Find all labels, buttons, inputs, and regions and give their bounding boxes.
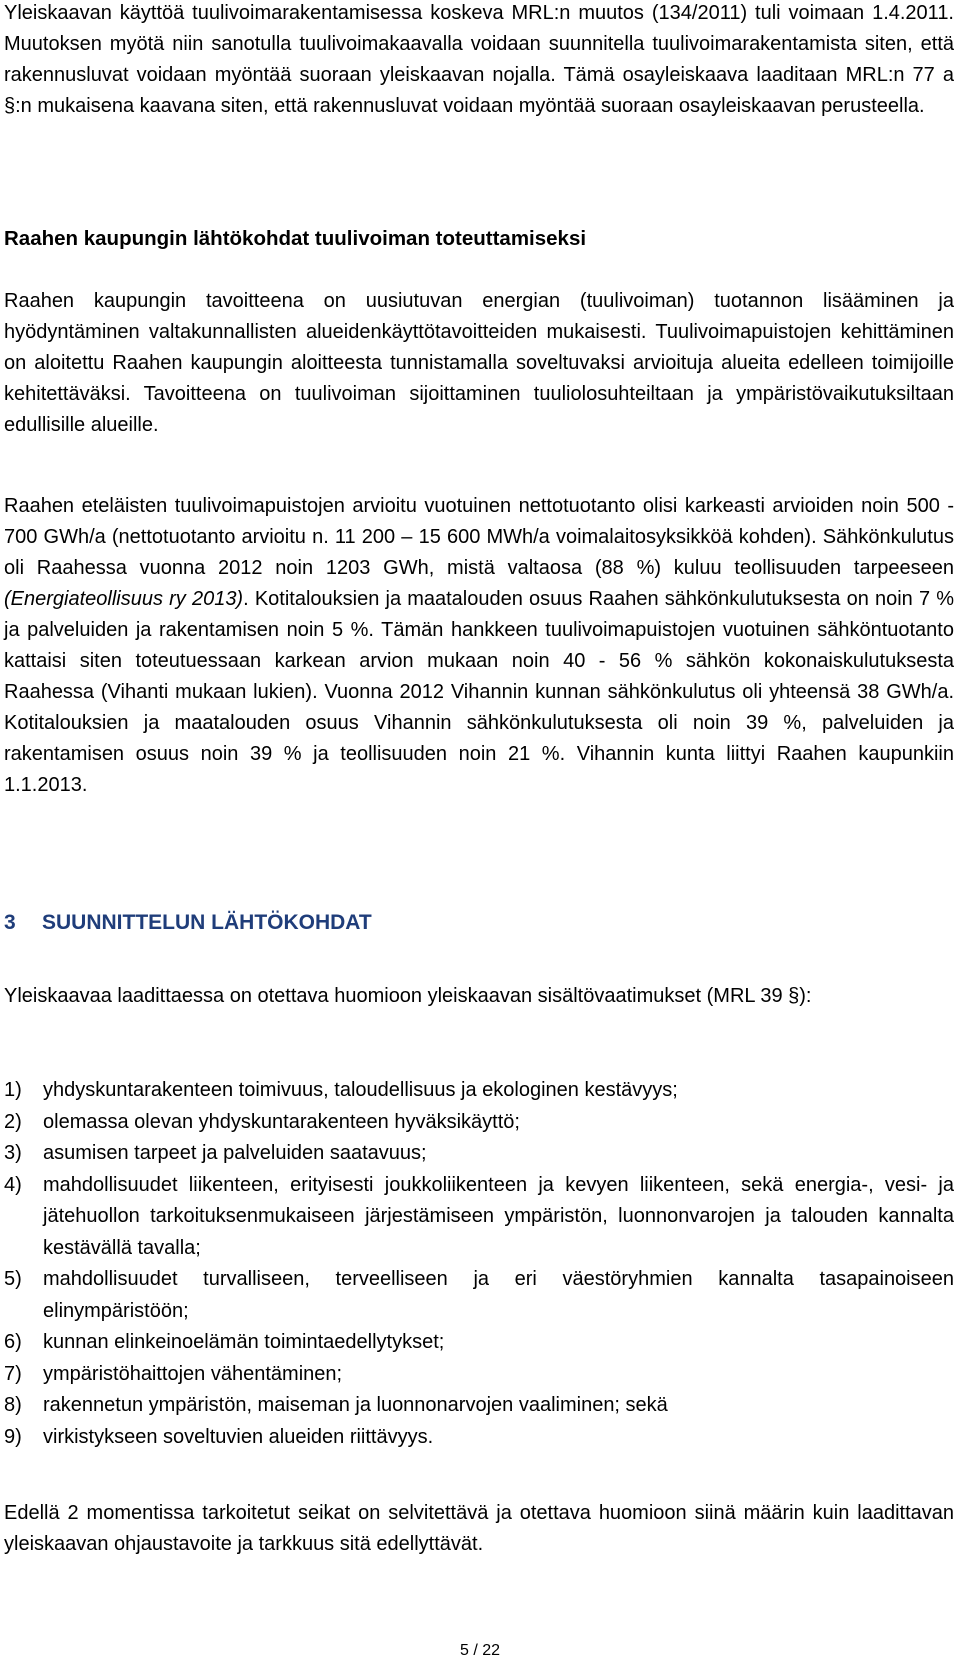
requirements-list [4,1075,954,1453]
list-item-number: 6) [4,1331,22,1353]
list-item [4,1422,954,1454]
list-item-number: 3) [4,1142,22,1164]
paragraph-requirements-intro: Yleiskaavaa laadittaessa on otettava huomioon yleiskaavan sisältövaatimukset (MRL 39 §): [4,985,812,1007]
subheading-starting-points: Raahen kaupungin lähtökohdat tuulivoiman toteuttamiseksi [4,227,587,250]
section-title: SUUNNITTELUN LÄHTÖKOHDAT [42,911,372,934]
energy-text-part-b: . Kotitalouksien ja maatalouden osuus Raahen sähkönkulutuksesta on noin 7 % ja palveluiden ja rakentamisen noin 5 %. Tämän hankkeen tuulivoimapuistojen vuotuinen sähköntuotanto kattaisi siten toteutuessaan karkean arvion mukaan noin 40 - 56 % sähkön kokonaiskulutuksesta Raahessa (Vihanti mukaan lukien). Vuonna 2012 Vihannin kunnan sähkönkulutus oli yhteensä 38 GWh/a. Kotitalouksien ja maatalouden osuus Vihannin sähkönkulutuksesta oli noin 39 %, palveluiden ja rakentamisen osuus noin 39 % ja teollisuuden noin 21 %. Vihannin kunta liittyi Raahen kaupunkiin 1.1.2013. [4,588,954,796]
energy-citation: (Energiateollisuus ry 2013) [4,588,244,610]
list-item [4,1138,954,1170]
list-item-text: virkistykseen soveltuvien alueiden riittävyys. [43,1425,434,1448]
list-item-text: rakennetun ympäristön, maiseman ja luonnonarvojen vaaliminen; sekä [43,1394,668,1416]
list-item-number: 5) [4,1268,22,1290]
paragraph-wind-power-law: Yleiskaavan käyttöä tuulivoimarakentamisessa koskeva MRL:n muutos (134/2011) tuli voimaan 1.4.2011. Muutoksen myötä niin sanotulla tuulivoimakaavalla voidaan suunnitella tuulivoimarakentamista siten, että rakennusluvat voidaan myöntää suoraan yleiskaavan nojalla. Tämä osayleiskaava laaditaan MRL:n 77 a §:n mukaisena kaavana siten, että rakennusluvat voidaan myöntää suoraan osayleiskaavan perusteella. [4,2,954,117]
paragraph-city-goals: Raahen kaupungin tavoitteena on uusiutuvan energian (tuulivoiman) tuotannon lisääminen ja hyödyntäminen valtakunnallisten alueidenkäyttötavoitteiden mukaisesti. Tuulivoimapuistojen kehittäminen on aloitettu Raahen kaupungin aloitteesta tunnistamalla soveltuvaksi arvioituja alueita edelleen toimijoille kehitettäväksi. Tavoitteena on tuulivoiman sijoittaminen tuuliolosuhteiltaan ja ympäristövaikutuksiltaan edullisille alueille. [4,290,954,436]
list-item-text: yhdyskuntarakenteen toimivuus, taloudellisuus ja ekologinen kestävyys; [43,1079,678,1101]
list-item-text: mahdollisuudet liikenteen, erityisesti joukkoliikenteen ja kevyen liikenteen, sekä energia-, vesi- ja jätehuollon tarkoituksenmukaiseen järjestämiseen ympäristön, luonnonvarojen ja talouden kannalta kestävällä tavalla; [43,1173,954,1259]
list-item-number: 2) [4,1110,22,1133]
list-item-text: olemassa olevan yhdyskuntarakenteen hyväksikäyttö; [43,1110,520,1133]
list-item-number: 1) [4,1079,22,1101]
list-item [4,1359,954,1391]
list-item [4,1170,954,1265]
list-item-text: kunnan elinkeinoelämän toimintaedellytykset; [43,1331,445,1353]
energy-text-part-a: Raahen eteläisten tuulivoimapuistojen arvioitu vuotuinen nettotuotanto olisi karkeasti arvioiden noin 500 - 700 GWh/a (nettotuotanto arvioitu n. 11 200 – 15 600 MWh/a voimalaitosyksikköä kohden). Sähkönkulutus oli Raahessa vuonna 2012 noin 1203 GWh, mistä valtaosa (88 %) kuluu teollisuuden tarpeeseen [4,495,954,579]
list-item-text: ympäristöhaittojen vähentäminen; [43,1362,343,1385]
list-item [4,1107,954,1139]
paragraph-closing: Edellä 2 momentissa tarkoitetut seikat on selvitettävä ja otettava huomioon siinä määrin kuin laadittavan yleiskaavan ohjaustavoite ja tarkkuus sitä edellyttävät. [4,1502,954,1555]
list-item-text: mahdollisuudet turvalliseen, terveelliseen ja eri väestöryhmien kannalta tasapainoiseen elinympäristöön; [43,1268,954,1322]
list-item-number: 4) [4,1173,22,1196]
list-item-number: 9) [4,1425,22,1448]
list-item-text: asumisen tarpeet ja palveluiden saatavuus; [43,1142,427,1164]
section-number: 3 [4,911,16,934]
list-item-number: 7) [4,1362,22,1385]
list-item [4,1075,954,1107]
list-item-number: 8) [4,1394,22,1416]
list-item [4,1390,954,1422]
list-item [4,1264,954,1327]
section-heading [4,911,372,935]
page-number: 5 / 22 [459,1642,501,1659]
paragraph-energy-production [4,491,954,801]
list-item [4,1327,954,1359]
